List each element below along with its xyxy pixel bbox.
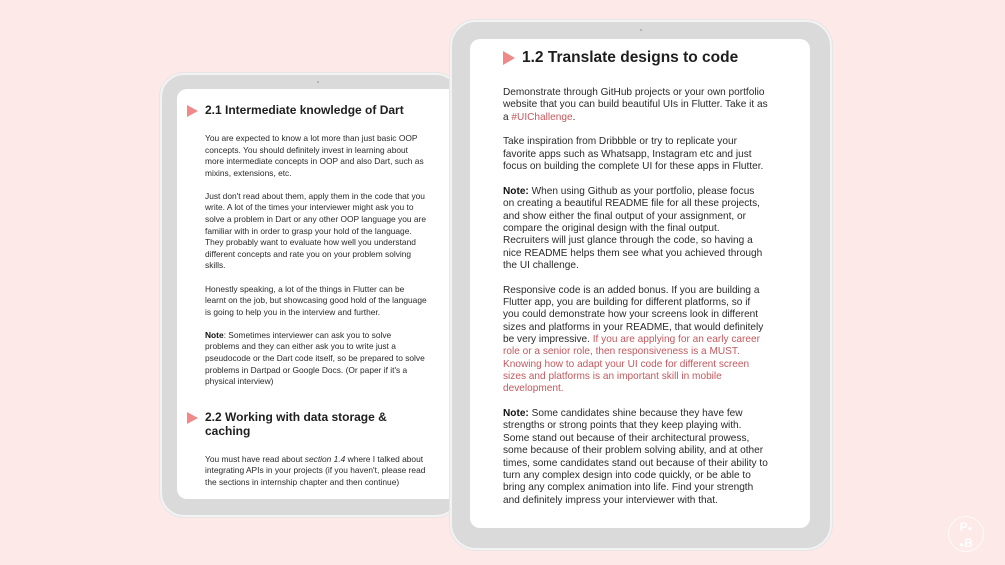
highlighted-text: #UIChallenge xyxy=(511,111,573,123)
text-run: : Sometimes interviewer can ask you to solve problems and they can either ask you to write just a pseudocode or the Dart code itself, so be prepared to solve problems in Dartpad or Google Docs. (Or paper if it's a physical interview) xyxy=(205,329,425,387)
text-run: Honestly speaking, a lot of the things in Flutter can be learnt on the job, but showcasing good hold of the language is going to help you in the interview and further. xyxy=(205,283,427,317)
text-run: where I talked about integrating APIs in your projects (if you haven't, please read the sections in internship chapter and then continue) xyxy=(205,453,426,487)
text-run: When using Github as your portfolio, please focus on creating a beautiful README file for all these projects, and show either the final output of your assignment, or compare the original design with the final output. Recruiters will just glance through the code, so having a nice README helps them see what you achieved through the UI challenge. xyxy=(503,185,763,271)
paragraph xyxy=(205,454,427,489)
section-heading-text: 1.2 Translate designs to code xyxy=(522,49,739,66)
triangle-bullet-icon xyxy=(503,51,515,65)
paragraph xyxy=(205,330,427,388)
paragraph xyxy=(503,408,768,507)
right-page xyxy=(470,39,810,528)
text-run: You are expected to know a lot more than just basic OOP concepts. You should definitely invest in learning about more intermediate concepts in OOP and also Dart, such as mixins, extensions, etc. xyxy=(205,133,424,178)
left-tablet xyxy=(160,73,460,517)
highlighted-text: If you are applying for an early career role or a senior role, then responsiveness is a MUST. Knowing how to adapt your UI code for different screen sizes and platforms is an important skill in mobile development. xyxy=(503,334,760,395)
pb-logo: P● ●B xyxy=(948,516,984,552)
left-page xyxy=(177,89,462,499)
triangle-bullet-icon xyxy=(187,105,198,117)
section-heading xyxy=(503,49,810,67)
paragraph xyxy=(205,191,427,272)
paragraph xyxy=(503,87,768,124)
paragraph xyxy=(205,133,427,179)
text-run: Responsive code is an added bonus. If you are building a Flutter app, you are building for different platforms, so if you could demonstrate how your screens look in different sizes and platforms in your README, that would definitely be very impressive. xyxy=(503,284,764,346)
paragraph xyxy=(205,284,427,319)
text-run: Just don't read about them, apply them in the code that you write. A lot of the times your interviewer might ask you to solve a problem in Dart or any other OOP language you are familiar with in order to grasp your hold of the language. They probably want to evaluate how well you understand different concepts and rate you on your problem solving skills. xyxy=(205,190,426,271)
text-run: Take inspiration from Dribbble or try to replicate your favorite apps such as Whatsapp, Instagram etc and just focus on building the complete UI for these apps in Flutter. xyxy=(503,136,764,173)
text-run: Some candidates shine because they have few strengths or strong points that they keep playing with. Some stand out because of their architectural prowess, some because of their problem solving ability, and at other times, some candidates stand out because of their ability to turn any complex design into code quickly, or be able to bring any complex animation into life. Find your strength and definitely impress your interviewer with that. xyxy=(503,408,768,506)
triangle-bullet-icon xyxy=(187,412,198,424)
section-heading xyxy=(187,410,430,438)
paragraph xyxy=(503,136,768,173)
camera-dot xyxy=(317,81,319,83)
paragraph xyxy=(503,285,768,396)
section-heading xyxy=(187,103,430,117)
paragraph xyxy=(503,186,768,272)
camera-dot xyxy=(640,29,642,31)
text-run: You must have read about xyxy=(205,453,305,464)
right-tablet xyxy=(450,20,832,550)
section-heading-text: 2.1 Intermediate knowledge of Dart xyxy=(205,103,404,117)
text-run: . xyxy=(572,111,576,123)
section-heading-text: 2.2 Working with data storage & caching xyxy=(205,409,387,438)
text-run: Note xyxy=(205,329,224,340)
text-run: section 1.4 xyxy=(304,453,346,464)
text-run: Note: xyxy=(503,408,529,420)
text-run: Demonstrate through GitHub projects or your own portfolio website that you can build beautiful UIs in Flutter. Take it as a xyxy=(503,87,768,123)
text-run: Note: xyxy=(503,185,529,197)
